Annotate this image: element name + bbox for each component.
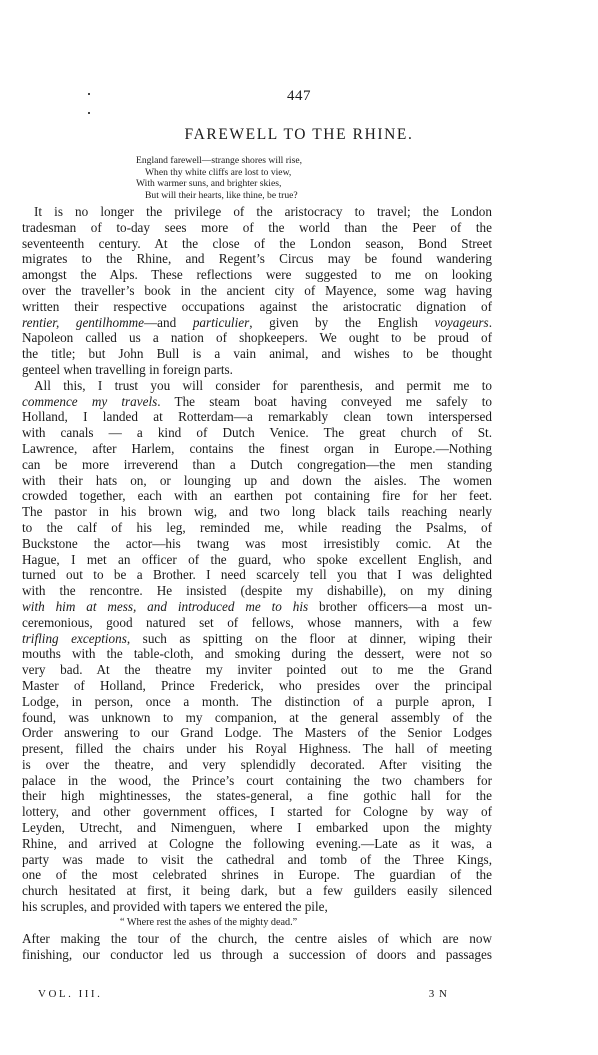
text-line: tradesman of to-day sees more of the world than the Peer of the [22,219,492,235]
paragraph [22,931,492,963]
text-line: palace in the wood, the Prince’s court containing the two chambers for [22,772,492,788]
paragraph [22,378,492,915]
text-line: present, filled the chairs under his Royal Highness. The hall of meeting [22,741,492,757]
text-line: his scruples, and provided with tapers we entered the pile, [22,899,328,915]
text-line: one of the most celebrated shrines in Europe. The guardian of the [22,867,492,883]
text-line: very bad. At the theatre my inviter pointed out to me the Grand [22,662,492,678]
epigraph-line: But will their hearts, like thine, be true? [145,189,298,201]
epigraph [136,155,302,201]
text-line: can be more irreverend than a Dutch congregation—the men standing [22,456,492,472]
text-line: Napoleon called us a nation of shopkeepers. We ought to be proud of [22,330,492,346]
text-line: seventeenth century. At the close of the London season, Bond Street [22,235,492,251]
text-line: Holland, I landed at Rotterdam—a remarkably clean town interspersed [22,409,492,425]
text-line: Order answering to our Grand Lodge. The Masters of the Senior Lodges [22,725,492,741]
print-mark [88,112,90,114]
text-line: turned out to be a Brother. I need scarcely tell you that I was delighted [22,567,492,583]
text-line: lottery, and other government offices, I started for Cologne by way of [22,804,492,820]
text-line: Master of Holland, Prince Frederick, who presides over the principal [22,677,492,693]
text-line: Leyden, Utrecht, and Nimenguen, where I embarked upon the mighty [22,820,492,836]
text-line: over the traveller’s book in the ancient city of Mayence, some wag having [22,282,492,298]
page-number: 447 [287,88,311,104]
text-line: found, was unknown to my companion, at the general assembly of the [22,709,492,725]
text-line: with him at mess, and introduced me to his brother officers—a most un- [22,598,492,614]
text-line: written their respective occupations against the aristocratic dignation of [22,298,492,314]
text-line: amongst the Alps. These reflections were suggested to me on looking [22,267,492,283]
text-line: Rhine, and arrived at Cologne the following evening.—Late as it was, a [22,835,492,851]
text-line: Hague, I met an officer of the guard, who spoke excellent English, and [22,551,492,567]
text-line: Buckstone the actor—his twang was most irresistibly comic. At the [22,535,492,551]
text-line: their high mightinesses, the states-general, a fine gothic hall for the [22,788,492,804]
text-line: finishing, our conductor led us through a succession of doors and passages [22,946,492,962]
epigraph-line: England farewell—strange shores will rise, [136,155,302,166]
text-line: with canals — a kind of Dutch Venice. The great church of St. [22,425,492,441]
text-line: crowded together, each with an earthen pot containing fire for her feet. [22,488,492,504]
text-line: Lawrence, after Harlem, contains the finest organ in Europe.—Nothing [22,440,492,456]
chapter-title: FAREWELL TO THE RHINE. [184,126,414,143]
paragraph [22,204,492,378]
text-line: The pastor in his brown wig, and two long black tails reaching nearly [22,504,492,520]
text-line: genteel when travelling in foreign parts. [22,361,233,377]
text-line: rentier, gentilhomme—and particulier, given by the English voyageurs. [22,314,492,330]
volume-mark: VOL. III. [38,988,103,1000]
text-line: Lodge, in person, once a month. The distinction of a purple apron, I [22,693,492,709]
text-line: the title; but John Bull is a vain animal, and wishes to be thought [22,346,492,362]
text-line: commence my travels. The steam boat having conveyed me safely to [22,393,492,409]
epigraph-line: When thy white cliffs are lost to view, [145,166,292,178]
text-line: is over the theatre, and very splendidly decorated. After visiting the [22,756,492,772]
text-line: ceremonious, good natured set of fellows, whose manners, with a few [22,614,492,630]
text-line: All this, I trust you will consider for parenthesis, and permit me to [34,377,492,393]
text-line: to the calf of his leg, reminded me, while reading the Psalms, of [22,519,492,535]
text-line: church hesitated at first, it being dark, but a few guilders easily silenced [22,883,492,899]
text-line: After making the tour of the church, the centre aisles of which are now [22,930,492,946]
text-line: with their hats on, or lounging up and down the aisles. The women [22,472,492,488]
text-line: migrates to the Rhine, and Regent’s Circus may be found wandering [22,251,492,267]
text-line: It is no longer the privilege of the aristocracy to travel; the London [34,204,492,219]
quotation: “ Where rest the ashes of the mighty dead.” [120,916,298,928]
body-text [22,204,492,962]
text-line: party was made to visit the cathedral and tomb of the Three Kings, [22,851,492,867]
text-line: with the rencontre. He insisted (despite my dishabille), on my dining [22,583,492,599]
text-line: trifling exceptions, such as spitting on the floor at dinner, wiping their [22,630,493,646]
signature-mark: 3 N [428,988,448,1000]
epigraph-line: With warmer suns, and brighter skies, [136,178,282,190]
text-line: mouths with the table-cloth, and smoking during the dessert, were not so [22,646,492,662]
